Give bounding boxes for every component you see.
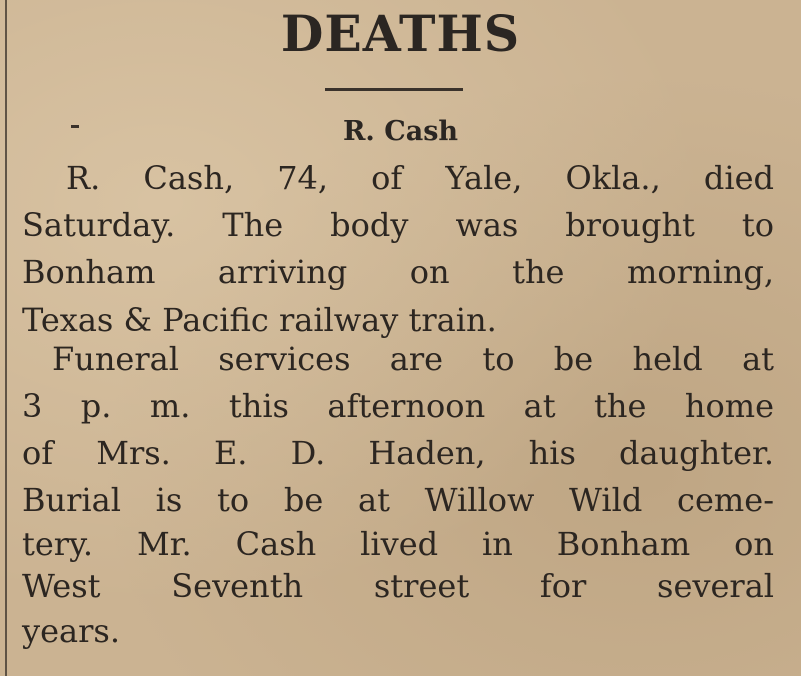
body-line-4: Texas & Pacific railway train. [22, 301, 497, 339]
body-line-10: West Seventh street for several [22, 567, 774, 605]
body-line-9: tery. Mr. Cash lived in Bonham on [22, 525, 774, 563]
body-line-2: Saturday. The body was brought to [22, 206, 774, 244]
column-rule [5, 0, 7, 676]
body-line-3: Bonham arriving on the morning, [22, 253, 774, 291]
body-line-8: Burial is to be at Willow Wild ceme- [22, 481, 774, 519]
body-line-11: years. [22, 612, 120, 650]
section-headline: DEATHS [280, 4, 521, 63]
body-line-5: Funeral services are to be held at [52, 340, 774, 378]
headline-divider [325, 88, 463, 91]
body-line-6: 3 p. m. this afternoon at the home [22, 387, 774, 425]
body-line-7: of Mrs. E. D. Haden, his daughter. [22, 434, 774, 472]
obituary-name: R. Cash [342, 116, 459, 147]
body-line-1: R. Cash, 74, of Yale, Okla., died [66, 159, 774, 197]
